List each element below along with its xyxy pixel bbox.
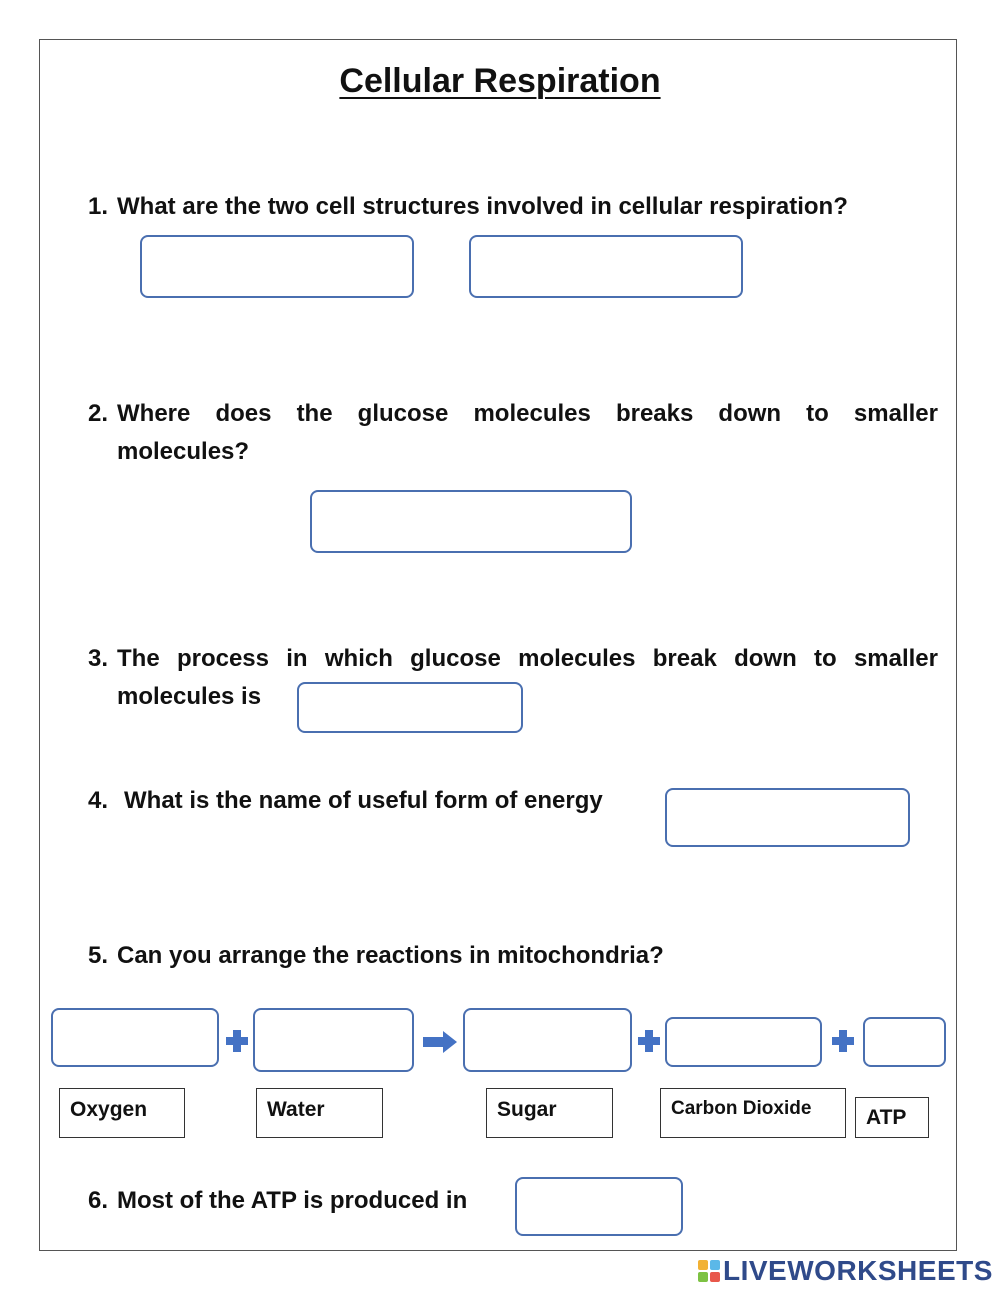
reaction-input-5[interactable] [865, 1019, 944, 1065]
page-title: Cellular Respiration [339, 62, 661, 100]
answer-box-q3[interactable] [297, 682, 523, 733]
answer-box-q1-b[interactable] [469, 235, 743, 298]
reaction-slot-1[interactable] [51, 1008, 219, 1067]
yields-arrow-icon [423, 1031, 457, 1053]
reaction-input-2[interactable] [255, 1010, 412, 1070]
logo-tile [698, 1260, 708, 1270]
reaction-slot-2[interactable] [253, 1008, 414, 1072]
answer-box-q4[interactable] [665, 788, 910, 847]
word-option-sugar[interactable]: Sugar [486, 1088, 613, 1138]
liveworksheets-logo [698, 1256, 993, 1286]
answer-input-q1-b[interactable] [471, 237, 741, 296]
reaction-input-3[interactable] [465, 1010, 630, 1070]
logo-mark-icon [698, 1260, 720, 1282]
answer-input-q3[interactable] [299, 684, 521, 731]
question-2: 2. Where does the glucose molecules breaks down to smaller molecules? [88, 400, 938, 465]
answer-box-q1-a[interactable] [140, 235, 414, 298]
answer-input-q4[interactable] [667, 790, 908, 845]
plus-icon [638, 1030, 660, 1052]
logo-tile [698, 1272, 708, 1282]
reaction-input-1[interactable] [53, 1010, 217, 1065]
word-option-atp[interactable]: ATP [855, 1097, 929, 1138]
answer-box-q2[interactable] [310, 490, 632, 553]
reaction-slot-5[interactable] [863, 1017, 946, 1067]
answer-box-q6[interactable] [515, 1177, 683, 1236]
question-3: 3. The process in which glucose molecules break down to smaller molecules is [88, 645, 938, 710]
reaction-slot-3[interactable] [463, 1008, 632, 1072]
logo-text: LIVEWORKSHEETS [723, 1255, 993, 1286]
logo-tile [710, 1260, 720, 1270]
answer-input-q1-a[interactable] [142, 237, 412, 296]
answer-input-q6[interactable] [517, 1179, 681, 1234]
reaction-slot-4[interactable] [665, 1017, 822, 1067]
logo-tile [710, 1272, 720, 1282]
answer-input-q2[interactable] [312, 492, 630, 551]
word-option-carbon-dioxide[interactable]: Carbon Dioxide [660, 1088, 846, 1138]
plus-icon [226, 1030, 248, 1052]
word-option-water[interactable]: Water [256, 1088, 383, 1138]
reaction-input-4[interactable] [667, 1019, 820, 1065]
plus-icon [832, 1030, 854, 1052]
word-option-oxygen[interactable]: Oxygen [59, 1088, 185, 1138]
